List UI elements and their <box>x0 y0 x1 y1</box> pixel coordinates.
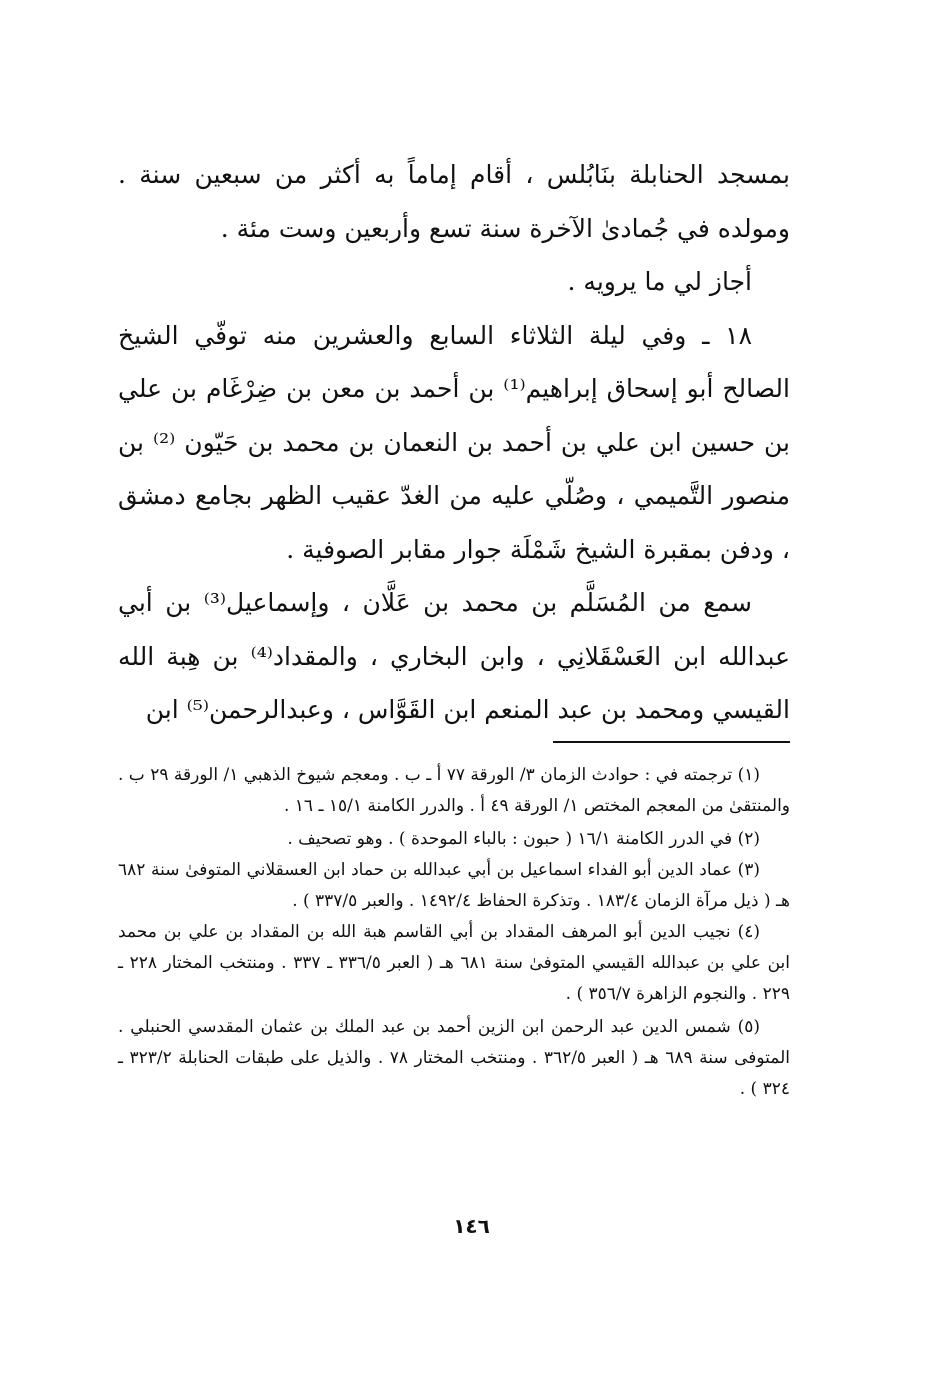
main-text <box>118 148 790 737</box>
footnotes <box>118 760 790 1105</box>
footnote-2: (٢) في الدرر الكامنة ١٦/١ ( حبون : بالباء الموحدة ) . وهو تصحيف . <box>287 829 760 849</box>
paragraph-teachers: سمع من المُسَلَّم بن محمد بن عَلَّان ، وإسماعيل⁽³⁾ بن أبي عبدالله ابن العَسْقَلانِي ، وابن البخاري ، والمقداد⁽⁴⁾ بن هِبة الله القيسي ومحمد بن عبد المنعم ابن القَوَّاس ، وعبدالرحمن⁽⁵⁾ ابن <box>118 588 791 724</box>
footnote-4: (٤) نجيب الدين أبو المرهف المقداد بن أبي القاسم هبة الله بن المقداد بن علي بن محمد ابن علي بن عبدالله القيسي المتوفىٰ سنة ٦٨١ هـ ( العبر ٣٣٦/٥ ـ ٣٣٧ . ومنتخب المختار ٢٢٨ ـ ٢٢٩ . والنجوم الزاهرة ٣٥٦/٧ ) . <box>118 922 791 1004</box>
footnote-separator <box>553 741 790 743</box>
paragraph-1: بمسجد الحنابلة بنَابُلس ، أقام إماماً به أكثر من سبعين سنة . ومولده في جُمادىٰ الآخرة سنة تسع وأربعين وست مئة . <box>118 160 790 243</box>
footnote-5: (٥) شمس الدين عبد الرحمن ابن الزين أحمد بن عبد الملك بن عثمان المقدسي الحنبلي . المتوفى سنة ٦٨٩ هـ ( العبر ٣٦٢/٥ . ومنتخب المختار ٧٨ . والذيل على طبقات الحنابلة ٣٢٣/٢ ـ ٣٢٤ ) . <box>118 1017 791 1099</box>
footnote-3: (٣) عماد الدين أبو الفداء اسماعيل بن أبي عبدالله بن حماد ابن العسقلاني المتوفىٰ سنة ٦٨٢ هـ ( ذيل مرآة الزمان ١٨٣/٤ . وتذكرة الحفاظ ١٤٩٢/٤ . والعبر ٣٣٧/٥ ) . <box>118 860 790 911</box>
paragraph-entry-18: ١٨ ـ وفي ليلة الثلاثاء السابع والعشرين منه توفّي الشيخ الصالح أبو إسحاق إبراهيم⁽¹⁾ بن أحمد بن معن بن ضِرْغَام بن علي بن حسين ابن علي بن أحمد بن النعمان بن محمد بن حَيّون ⁽²⁾ بن منصور التَّميمي ، وصُلّي عليه من الغدّ عقيب الظهر بجامع دمشق ، ودفن بمقبرة الشيخ شَمْلَة جوار مقابر الصوفية . <box>118 320 790 564</box>
paragraph-2: أجاز لي ما يرويه . <box>567 267 752 296</box>
footnote-1: (١) ترجمته في : حوادث الزمان ٣/ الورقة ٧٧ أ ـ ب . ومعجم شيوخ الذهبي ١/ الورقة ٢٩ ب . والمنتقىٰ من المعجم المختص ١/ الورقة ٤٩ أ . والدرر الكامنة ١٥/١ ـ ١٦ . <box>118 765 790 816</box>
page-number: ١٤٦ <box>453 1214 490 1238</box>
